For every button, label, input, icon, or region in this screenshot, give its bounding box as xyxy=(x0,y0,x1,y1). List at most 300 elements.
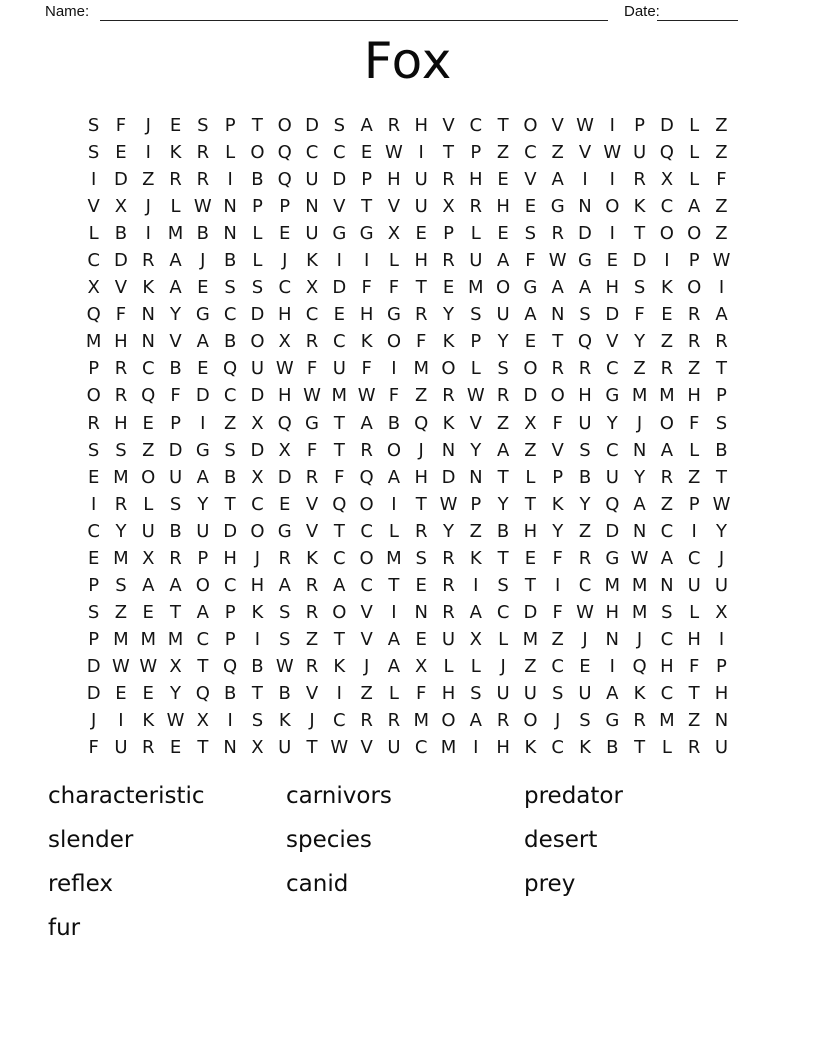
grid-letter: X xyxy=(114,196,128,218)
grid-letter: T xyxy=(224,493,236,515)
grid-letter: B xyxy=(223,682,237,704)
grid-letter: H xyxy=(687,628,701,650)
grid-letter: E xyxy=(197,277,209,299)
grid-letter: A xyxy=(387,655,401,677)
grid-letter: N xyxy=(223,196,237,218)
grid-letter: I xyxy=(664,250,670,272)
grid-letter: U xyxy=(714,737,729,759)
grid-letter: S xyxy=(87,115,100,136)
grid-letter: F xyxy=(88,737,99,759)
grid-letter: Z xyxy=(715,142,728,164)
grid-letter: D xyxy=(168,439,183,461)
grid-letter: A xyxy=(169,277,182,299)
word-list-column xyxy=(286,774,392,906)
grid-letter: Z xyxy=(551,142,564,164)
grid-letter: O xyxy=(441,710,456,732)
grid-letter: G xyxy=(305,412,319,434)
grid-letter: E xyxy=(142,682,154,704)
grid-letter: F xyxy=(716,169,727,191)
grid-letter: J xyxy=(363,655,370,677)
grid-letter: O xyxy=(659,223,674,245)
grid-letter: D xyxy=(250,439,265,461)
grid-letter: P xyxy=(88,628,100,650)
grid-letter: P xyxy=(88,358,100,380)
grid-letter: D xyxy=(523,601,538,623)
grid-letter: Z xyxy=(223,412,237,434)
grid-letter: V xyxy=(305,682,319,704)
grid-letter: E xyxy=(197,358,209,380)
grid-letter: A xyxy=(360,115,373,136)
grid-row xyxy=(80,382,735,409)
grid-letter: Z xyxy=(688,466,701,488)
grid-letter: Q xyxy=(577,331,593,353)
grid-letter: R xyxy=(442,574,455,596)
grid-letter: M xyxy=(631,574,648,596)
grid-letter: L xyxy=(252,223,263,245)
grid-letter: H xyxy=(250,574,265,596)
grid-letter: I xyxy=(391,358,397,380)
grid-letter: Z xyxy=(688,710,701,732)
grid-letter: X xyxy=(469,628,482,650)
grid-letter: S xyxy=(715,412,728,434)
grid-letter: R xyxy=(360,710,373,732)
grid-letter: W xyxy=(630,547,649,569)
grid-letter: S xyxy=(169,493,182,515)
grid-letter: D xyxy=(305,115,319,136)
grid-letter: T xyxy=(497,547,509,569)
grid-letter: F xyxy=(388,277,400,299)
grid-letter: W xyxy=(166,710,185,732)
grid-letter: J xyxy=(636,412,643,434)
grid-letter: R xyxy=(414,520,428,542)
grid-letter: M xyxy=(140,628,156,650)
grid-letter: L xyxy=(689,169,700,191)
grid-letter: I xyxy=(391,601,397,623)
grid-letter: I xyxy=(145,223,151,245)
grid-letter: U xyxy=(250,358,265,380)
grid-letter: K xyxy=(660,277,673,299)
grid-letter: Q xyxy=(359,466,374,488)
grid-letter: S xyxy=(87,142,100,164)
grid-letter: I xyxy=(582,169,588,191)
grid-letter: O xyxy=(441,358,456,380)
grid-letter: S xyxy=(470,682,482,704)
grid-letter: K xyxy=(306,547,318,569)
grid-letter: A xyxy=(196,601,209,623)
grid-letter: F xyxy=(388,385,400,407)
grid-letter: F xyxy=(361,358,372,380)
grid-letter: M xyxy=(113,628,129,650)
grid-letter: O xyxy=(195,574,210,596)
grid-row xyxy=(80,491,735,518)
grid-letter: N xyxy=(141,331,155,353)
grid-letter: C xyxy=(333,710,346,732)
grid-letter: R xyxy=(360,439,373,461)
grid-letter: O xyxy=(605,196,620,218)
grid-letter: K xyxy=(442,331,455,353)
grid-letter: A xyxy=(551,169,564,191)
grid-letter: G xyxy=(332,223,347,245)
grid-letter: R xyxy=(578,358,592,380)
grid-letter: L xyxy=(689,601,700,623)
grid-letter: Y xyxy=(170,304,182,326)
grid-letter: M xyxy=(386,547,402,569)
word-item: slender xyxy=(48,827,134,853)
grid-letter: X xyxy=(87,277,100,299)
grid-letter: F xyxy=(306,439,318,461)
grid-letter: W xyxy=(603,142,622,164)
grid-letter: B xyxy=(114,223,128,245)
grid-letter: Z xyxy=(524,655,537,677)
grid-letter: D xyxy=(114,250,128,272)
grid-letter: Q xyxy=(605,493,620,515)
grid-letter: D xyxy=(659,115,674,136)
grid-letter: D xyxy=(114,169,128,191)
word-item: canid xyxy=(286,871,349,897)
grid-letter: Z xyxy=(633,358,646,380)
grid-letter: L xyxy=(170,196,181,218)
grid-letter: P xyxy=(470,493,482,515)
grid-letter: F xyxy=(115,304,127,326)
grid-row xyxy=(80,626,735,653)
grid-letter: P xyxy=(197,547,209,569)
grid-letter: J xyxy=(309,710,315,732)
grid-letter: O xyxy=(386,331,401,353)
grid-letter: T xyxy=(524,574,536,596)
grid-letter: P xyxy=(224,628,236,650)
grid-letter: X xyxy=(442,196,455,218)
grid-letter: Q xyxy=(223,655,238,677)
grid-letter: H xyxy=(714,682,729,704)
grid-letter: F xyxy=(306,358,318,380)
grid-letter: D xyxy=(250,304,265,326)
grid-letter: S xyxy=(87,601,100,623)
grid-letter: I xyxy=(473,574,479,596)
grid-letter: D xyxy=(223,520,238,542)
grid-letter: R xyxy=(442,547,455,569)
grid-letter: E xyxy=(497,223,509,245)
grid-letter: R xyxy=(687,331,701,353)
grid-letter: N xyxy=(414,601,428,623)
grid-letter: R xyxy=(414,304,428,326)
grid-letter: L xyxy=(388,520,399,542)
grid-letter: Y xyxy=(115,520,127,542)
grid-letter: C xyxy=(687,547,701,569)
grid-letter: B xyxy=(196,223,210,245)
grid-letter: P xyxy=(279,196,291,218)
grid-letter: F xyxy=(689,655,700,677)
grid-letter: V xyxy=(333,196,346,218)
grid-letter: V xyxy=(169,331,182,353)
grid-letter: E xyxy=(87,547,100,569)
grid-letter: A xyxy=(469,601,482,623)
grid-letter: E xyxy=(415,223,427,245)
grid-letter: M xyxy=(113,547,129,569)
grid-letter: R xyxy=(687,304,701,326)
grid-letter: U xyxy=(714,574,729,596)
word-list xyxy=(0,774,816,974)
grid-letter: Z xyxy=(715,223,728,245)
grid-letter: C xyxy=(305,304,319,326)
grid-letter: O xyxy=(250,142,265,164)
grid-letter: A xyxy=(578,277,592,299)
grid-letter: E xyxy=(415,628,427,650)
grid-letter: A xyxy=(142,574,155,596)
grid-letter: O xyxy=(496,277,511,299)
grid-letter: S xyxy=(251,710,264,732)
grid-letter: A xyxy=(469,710,482,732)
grid-letter: X xyxy=(415,655,428,677)
grid-row xyxy=(80,572,735,599)
grid-letter: C xyxy=(496,601,510,623)
grid-letter: S xyxy=(579,439,591,461)
grid-letter: H xyxy=(277,304,292,326)
grid-letter: S xyxy=(579,710,591,732)
grid-letter: Y xyxy=(715,520,727,542)
grid-row xyxy=(80,410,735,437)
grid-letter: P xyxy=(224,115,236,136)
grid-letter: O xyxy=(687,223,702,245)
grid-letter: Z xyxy=(415,385,428,407)
grid-letter: Y xyxy=(497,331,509,353)
grid-letter: C xyxy=(578,574,592,596)
grid-row xyxy=(80,166,735,193)
grid-letter: O xyxy=(550,385,565,407)
grid-row xyxy=(80,139,735,166)
grid-row xyxy=(80,274,735,301)
grid-letter: E xyxy=(115,142,127,164)
grid-letter: F xyxy=(115,115,127,136)
grid-letter: S xyxy=(279,601,291,623)
grid-letter: A xyxy=(278,574,291,596)
grid-letter: I xyxy=(145,142,151,164)
grid-letter: P xyxy=(443,223,454,245)
grid-letter: G xyxy=(195,439,210,461)
grid-letter: T xyxy=(524,493,536,515)
grid-row xyxy=(80,193,735,220)
grid-letter: D xyxy=(86,655,101,677)
grid-letter: T xyxy=(333,439,345,461)
grid-letter: K xyxy=(579,737,591,759)
grid-letter: D xyxy=(250,385,265,407)
grid-letter: Z xyxy=(660,493,674,515)
grid-letter: O xyxy=(86,385,101,407)
grid-letter: S xyxy=(87,439,100,461)
grid-letter: Z xyxy=(360,682,373,704)
grid-letter: L xyxy=(143,493,154,515)
grid-letter: L xyxy=(498,628,509,650)
grid-letter: M xyxy=(167,223,184,245)
grid-letter: C xyxy=(606,358,619,380)
grid-letter: T xyxy=(552,331,564,353)
grid-letter: I xyxy=(200,412,206,434)
grid-letter: X xyxy=(715,601,728,623)
grid-letter: N xyxy=(305,196,319,218)
grid-letter: W xyxy=(548,250,567,272)
grid-letter: G xyxy=(605,710,620,732)
grid-letter: M xyxy=(167,628,184,650)
grid-letter: R xyxy=(442,250,455,272)
grid-letter: Q xyxy=(277,169,292,191)
grid-letter: J xyxy=(500,655,506,677)
grid-letter: V xyxy=(578,142,592,164)
grid-letter: P xyxy=(688,250,700,272)
grid-letter: H xyxy=(523,520,538,542)
grid-letter: X xyxy=(305,277,319,299)
grid-letter: V xyxy=(387,196,401,218)
grid-letter: L xyxy=(443,655,454,677)
grid-letter: W xyxy=(112,655,130,677)
grid-letter: T xyxy=(443,142,454,164)
grid-letter: N xyxy=(141,304,155,326)
grid-letter: D xyxy=(441,466,456,488)
grid-letter: R xyxy=(387,115,401,136)
grid-letter: J xyxy=(90,710,97,732)
grid-letter: T xyxy=(715,466,727,488)
grid-letter: H xyxy=(605,277,620,299)
grid-letter: B xyxy=(606,737,619,759)
grid-letter: I xyxy=(609,655,615,677)
grid-letter: U xyxy=(141,520,155,542)
grid-letter: O xyxy=(332,601,347,623)
grid-letter: U xyxy=(387,737,401,759)
grid-letter: L xyxy=(689,439,700,461)
grid-letter: P xyxy=(361,169,373,191)
grid-letter: V xyxy=(114,277,128,299)
word-list-column xyxy=(524,774,623,906)
grid-letter: T xyxy=(306,737,318,759)
grid-letter: D xyxy=(332,277,347,299)
grid-letter: M xyxy=(468,277,484,299)
grid-letter: S xyxy=(661,601,673,623)
grid-letter: M xyxy=(659,710,675,732)
word-item: desert xyxy=(524,827,598,853)
grid-letter: C xyxy=(469,115,483,136)
grid-letter: Y xyxy=(634,331,646,353)
grid-letter: B xyxy=(169,520,182,542)
grid-letter: P xyxy=(634,115,646,136)
grid-letter: T xyxy=(170,601,182,623)
grid-letter: Q xyxy=(141,385,156,407)
grid-letter: J xyxy=(282,250,288,272)
grid-letter: Q xyxy=(632,655,647,677)
grid-letter: U xyxy=(414,196,428,218)
date-label: Date: xyxy=(624,3,660,20)
grid-row xyxy=(80,680,735,707)
grid-letter: C xyxy=(87,250,100,272)
grid-letter: V xyxy=(360,628,373,650)
grid-letter: U xyxy=(441,628,456,650)
grid-letter: I xyxy=(555,574,561,596)
grid-letter: L xyxy=(388,682,399,704)
grid-letter: D xyxy=(332,169,347,191)
grid-letter: P xyxy=(252,196,263,218)
grid-letter: D xyxy=(605,304,620,326)
grid-letter: R xyxy=(660,466,674,488)
grid-letter: U xyxy=(605,466,619,488)
grid-letter: Q xyxy=(223,358,238,380)
grid-letter: Y xyxy=(443,520,454,542)
grid-letter: F xyxy=(689,412,700,434)
grid-letter: K xyxy=(551,493,564,515)
grid-letter: A xyxy=(496,439,510,461)
grid-letter: C xyxy=(660,196,674,218)
grid-letter: E xyxy=(606,250,618,272)
puzzle-title: Fox xyxy=(363,32,453,90)
grid-letter: S xyxy=(579,304,591,326)
grid-letter: K xyxy=(360,331,373,353)
grid-letter: R xyxy=(141,250,155,272)
name-label: Name: xyxy=(45,3,90,20)
grid-letter: P xyxy=(88,574,100,596)
grid-letter: U xyxy=(496,304,510,326)
grid-letter: U xyxy=(414,169,428,191)
grid-letter: R xyxy=(169,169,182,191)
grid-letter: U xyxy=(332,358,346,380)
grid-letter: E xyxy=(279,493,291,515)
grid-letter: B xyxy=(169,358,182,380)
grid-letter: C xyxy=(141,358,155,380)
grid-letter: U xyxy=(114,737,128,759)
grid-letter: R xyxy=(305,331,319,353)
date-blank-line xyxy=(657,2,738,21)
grid-letter: W xyxy=(357,385,376,407)
grid-letter: Z xyxy=(660,331,674,353)
grid-letter: C xyxy=(524,142,537,164)
grid-letter: I xyxy=(363,250,370,272)
grid-letter: C xyxy=(251,493,264,515)
grid-letter: K xyxy=(306,250,318,272)
grid-letter: J xyxy=(718,547,725,569)
grid-letter: C xyxy=(278,277,292,299)
grid-letter: Z xyxy=(688,358,701,380)
grid-letter: W xyxy=(139,655,158,677)
grid-letter: F xyxy=(361,277,372,299)
grid-letter: T xyxy=(251,682,263,704)
grid-row xyxy=(80,464,735,491)
grid-letter: N xyxy=(469,466,483,488)
grid-letter: R xyxy=(87,412,100,434)
grid-letter: E xyxy=(360,142,373,164)
grid-letter: D xyxy=(86,682,101,704)
grid-letter: F xyxy=(552,412,563,434)
grid-letter: D xyxy=(195,385,210,407)
grid-row xyxy=(80,518,735,545)
grid-letter: U xyxy=(687,574,701,596)
grid-letter: Q xyxy=(414,412,429,434)
grid-letter: M xyxy=(331,385,348,407)
grid-letter: R xyxy=(660,358,674,380)
grid-letter: A xyxy=(360,412,373,434)
grid-letter: U xyxy=(305,223,319,245)
grid-letter: G xyxy=(277,520,292,542)
grid-letter: Q xyxy=(277,412,292,434)
grid-letter: X xyxy=(142,547,155,569)
grid-letter: L xyxy=(88,223,99,245)
grid-letter: D xyxy=(632,250,647,272)
grid-letter: X xyxy=(278,331,291,353)
grid-letter: R xyxy=(196,169,210,191)
grid-letter: A xyxy=(715,304,728,326)
grid-letter: Z xyxy=(524,439,537,461)
grid-letter: T xyxy=(497,115,509,136)
grid-letter: E xyxy=(279,223,291,245)
grid-letter: B xyxy=(496,520,510,542)
grid-letter: P xyxy=(470,142,482,164)
grid-letter: T xyxy=(333,412,345,434)
grid-letter: K xyxy=(278,710,291,732)
grid-letter: X xyxy=(387,223,401,245)
